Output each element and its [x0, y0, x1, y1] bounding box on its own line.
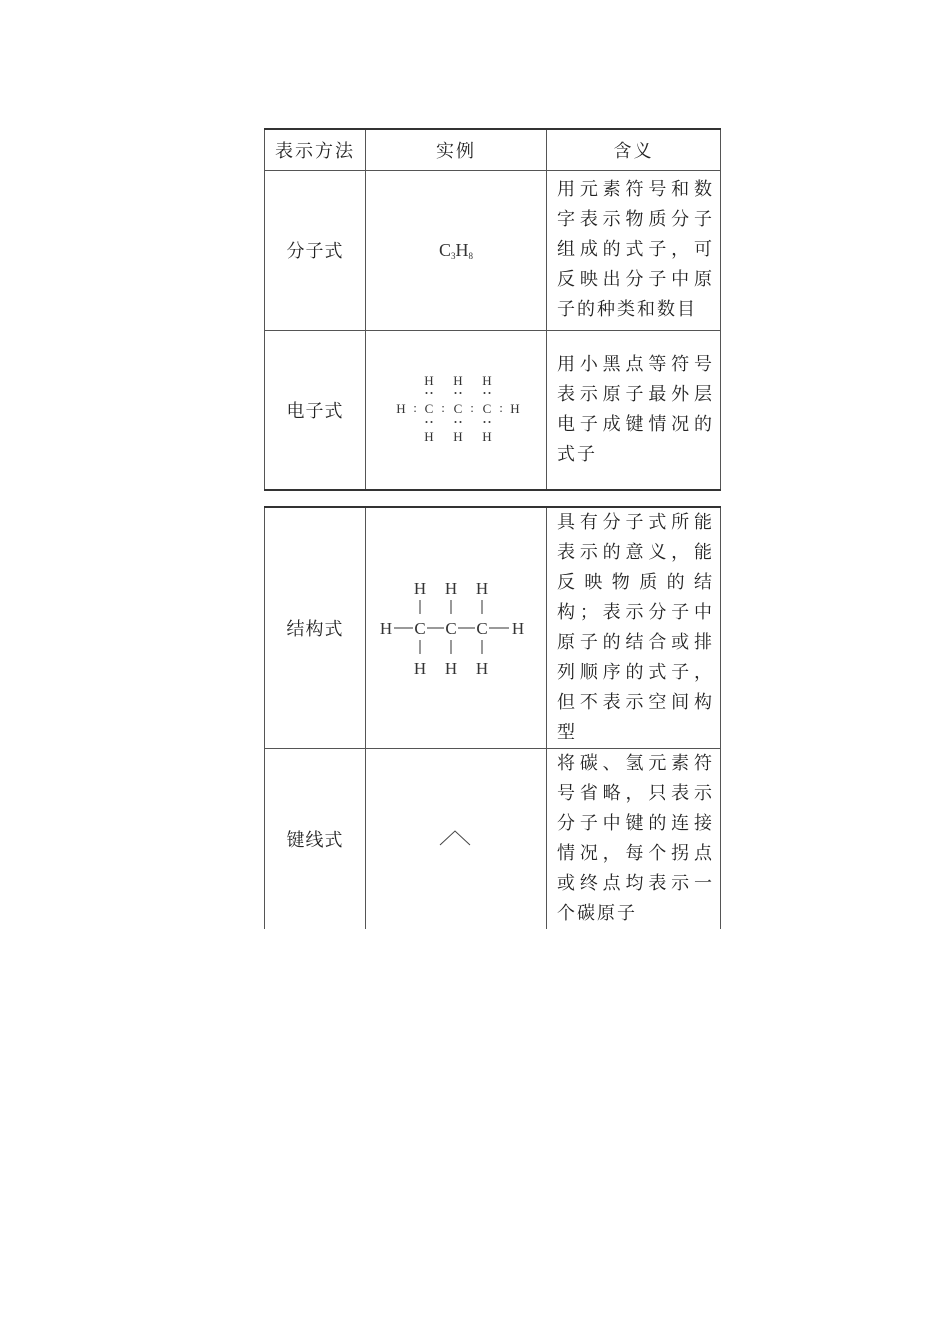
atom-c: C — [476, 618, 488, 638]
table-bottom — [264, 506, 721, 929]
atom-h: H — [482, 373, 492, 389]
electron-pair: : — [413, 400, 417, 416]
table-row — [265, 330, 721, 490]
atom-c: C — [424, 401, 434, 417]
header-meaning: 含义 — [547, 129, 721, 170]
table-row — [265, 507, 721, 749]
atom-c: C — [414, 618, 426, 638]
electron-pair: : — [499, 400, 503, 416]
header-row — [265, 129, 721, 170]
electron-pair: : — [470, 400, 474, 416]
zigzag-bond-line — [440, 831, 470, 845]
skeletal-formula-diagram — [436, 825, 476, 849]
meaning-electron-formula: 用小黑点等符号表示原子最外层电子成键情况的式子 — [547, 330, 721, 490]
atom-h: H — [475, 578, 489, 598]
header-example: 实例 — [366, 129, 547, 170]
method-electron-formula: 电子式 — [265, 330, 366, 490]
electron-pair: : — [441, 400, 445, 416]
atom-c: C — [453, 401, 463, 417]
atom-h: H — [424, 429, 434, 445]
atom-h: H — [396, 401, 406, 417]
atom-h: H — [379, 618, 393, 638]
molecular-formula: $C_3H_8$ — [438, 239, 473, 261]
atom-h: H — [444, 658, 458, 676]
atom-h: H — [413, 578, 427, 598]
meaning-structural-formula: 具有分子式所能表示的意义，能反映物质的结构；表示分子中原子的结合或排列顺序的式子，但不表示空间构型 — [547, 507, 721, 749]
atom-h: H — [475, 658, 489, 676]
atom-c: C — [482, 401, 492, 417]
atom-h: H — [510, 401, 520, 417]
table-top — [264, 128, 721, 491]
example-skeletal-formula — [366, 749, 547, 930]
method-skeletal-formula: 键线式 — [265, 749, 366, 930]
atom-h: H — [424, 373, 434, 389]
example-structural-formula — [366, 507, 547, 749]
atom-h: H — [413, 658, 427, 676]
atom-h: H — [511, 618, 525, 638]
atom-h: H — [453, 429, 463, 445]
table-row — [265, 749, 721, 930]
meaning-molecular-formula: 用元素符号和数字表示物质分子组成的式子，可反映出分子中原子的种类和数目 — [547, 170, 721, 330]
method-molecular-formula: 分子式 — [265, 170, 366, 330]
example-electron-formula — [366, 330, 547, 490]
structural-formula-diagram — [376, 576, 536, 676]
meaning-skeletal-formula: 将碳、氢元素符号省略，只表示分子中键的连接情况，每个拐点或终点均表示一个碳原子 — [547, 749, 721, 930]
atom-h: H — [482, 429, 492, 445]
method-structural-formula: 结构式 — [265, 507, 366, 749]
example-molecular-formula — [366, 170, 547, 330]
atom-h: H — [453, 373, 463, 389]
atom-c: C — [445, 618, 457, 638]
electron-dot-diagram — [381, 367, 531, 447]
atom-h: H — [444, 578, 458, 598]
header-method: 表示方法 — [265, 129, 366, 170]
table-row — [265, 170, 721, 330]
